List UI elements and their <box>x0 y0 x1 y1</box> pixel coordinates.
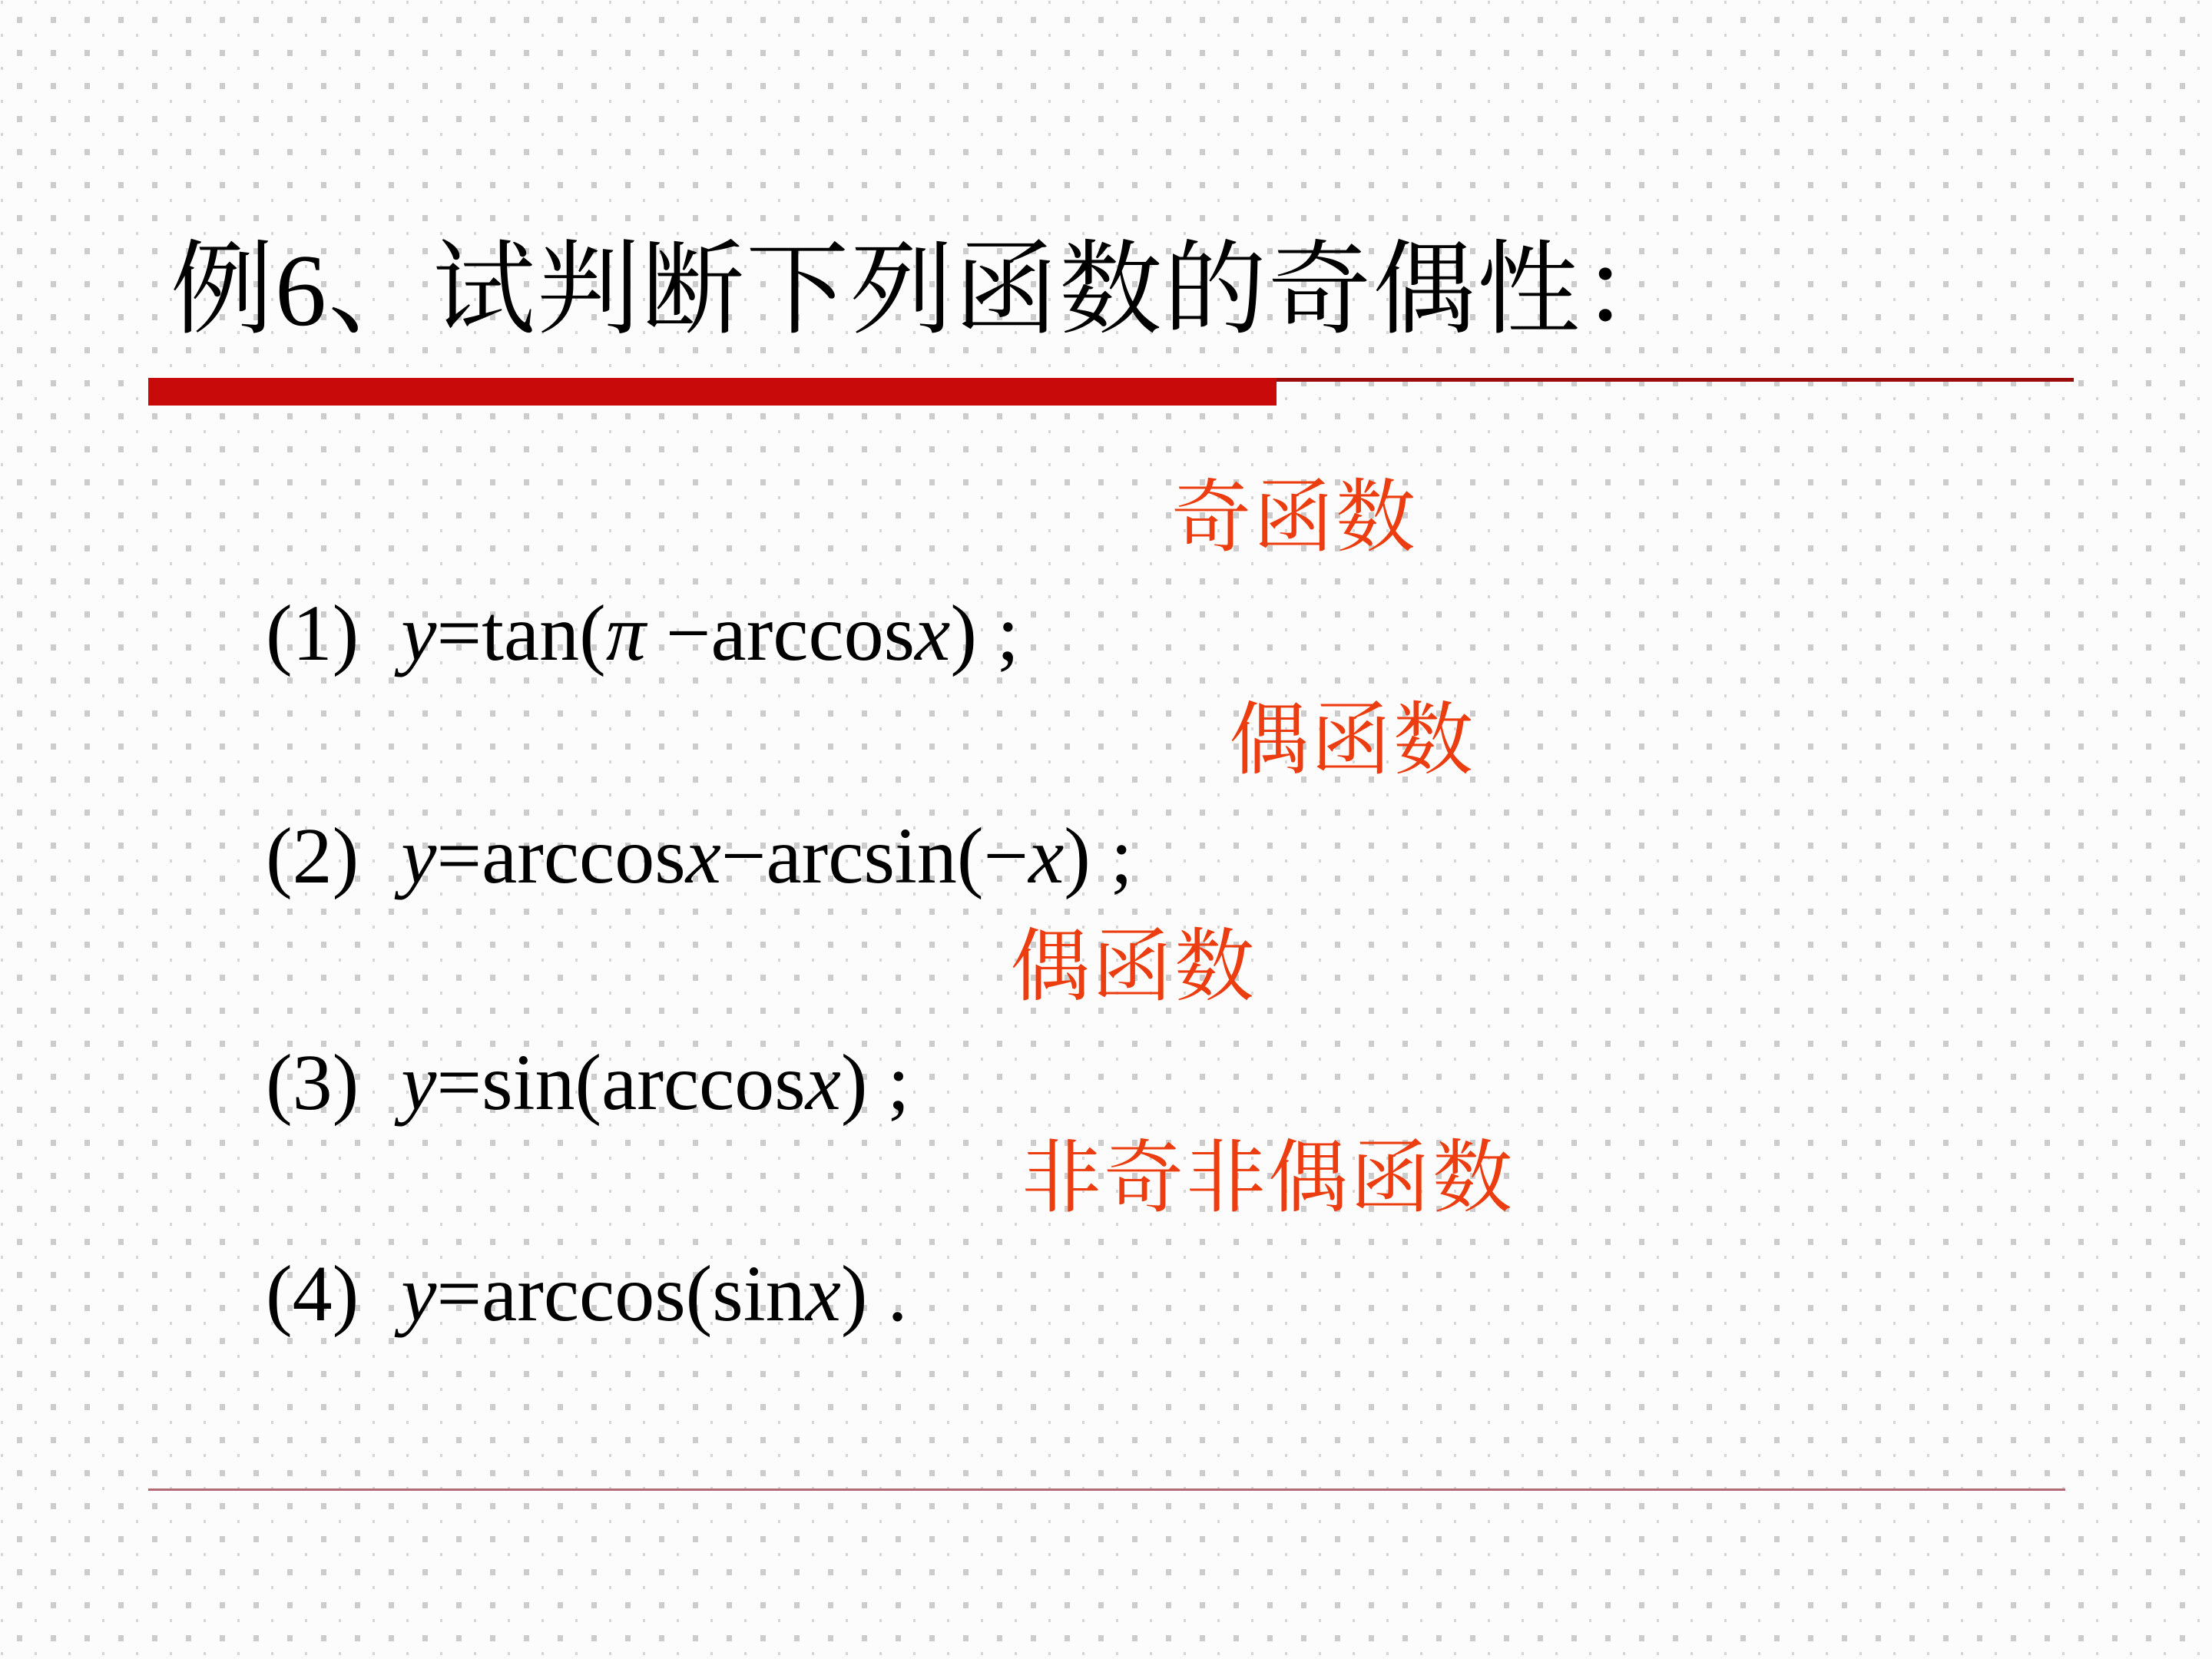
formula-variable: π <box>605 589 646 677</box>
problem-row-2 <box>0 684 2212 900</box>
formula-text: ) ; <box>840 1038 910 1127</box>
problem-3-number: (3) <box>266 1038 359 1127</box>
problem-2-answer: 偶函数 <box>1229 697 1476 785</box>
formula-text: =sin(arccos <box>436 1038 806 1127</box>
formula-variable: y <box>401 1250 437 1338</box>
formula-variable: y <box>401 589 437 677</box>
formula-text: ) ; <box>1064 812 1133 900</box>
problem-1-answer: 奇函数 <box>1171 474 1419 562</box>
problem-2-formula <box>401 812 1133 900</box>
formula-variable: x <box>915 589 951 677</box>
problem-2-number: (2) <box>266 812 359 900</box>
problem-4-number: (4) <box>266 1250 359 1338</box>
formula-variable: x <box>805 1250 841 1338</box>
problem-3-answer: 偶函数 <box>1010 923 1257 1012</box>
formula-text: =arccos <box>436 812 686 900</box>
problem-3-formula <box>401 1038 909 1127</box>
title-underline-thin-line <box>1277 378 2074 382</box>
formula-variable: y <box>401 1038 437 1127</box>
formula-text: ) . <box>840 1250 908 1338</box>
formula-text: =arccos(sin <box>436 1250 806 1338</box>
slide-title: 例6、试判断下列函数的奇偶性： <box>171 233 1687 347</box>
problem-row-4 <box>0 1121 2212 1338</box>
problem-4-formula <box>401 1250 907 1338</box>
problem-1-formula <box>401 589 1019 677</box>
formula-variable: x <box>805 1038 841 1127</box>
formula-variable: x <box>685 812 721 900</box>
bottom-divider-line <box>148 1488 2065 1491</box>
title-underline-bar <box>148 378 1277 406</box>
problem-1-number: (1) <box>266 589 359 677</box>
problem-row-1 <box>0 461 2212 677</box>
formula-text: −arcsin(− <box>720 812 1029 900</box>
formula-variable: y <box>401 812 437 900</box>
formula-variable: x <box>1028 812 1065 900</box>
problem-4-answer: 非奇非偶函数 <box>1022 1134 1515 1223</box>
problem-row-3 <box>0 910 2212 1127</box>
formula-text: −arccos <box>645 589 916 677</box>
formula-text: =tan( <box>436 589 606 677</box>
formula-text: ) ; <box>950 589 1019 677</box>
